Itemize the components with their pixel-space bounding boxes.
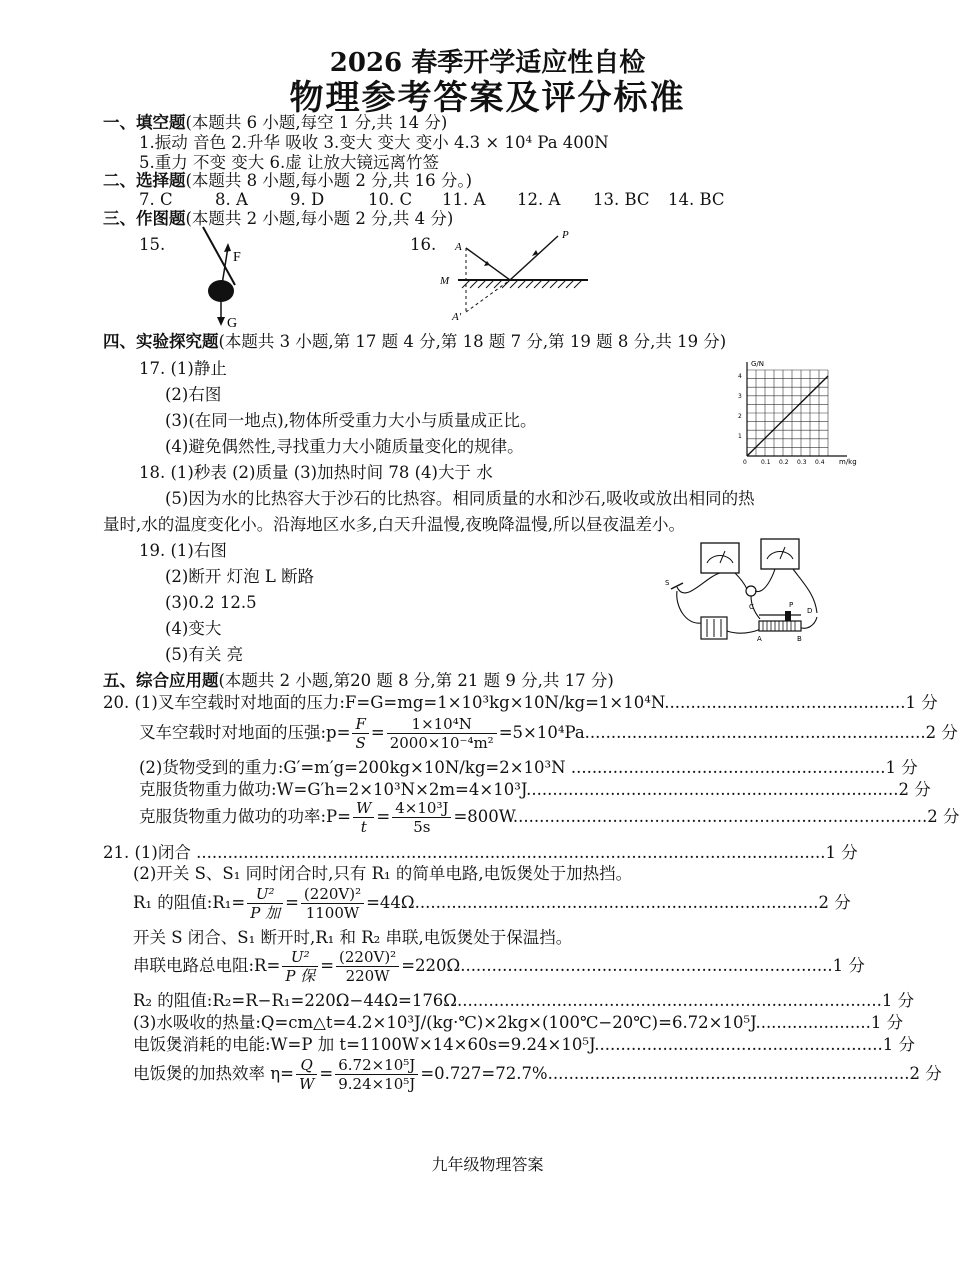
q21-line-4: 开关 S 闭合、S₁ 断开时,R₁ 和 R₂ 串联,电饭煲处于保温挡。 <box>133 928 573 947</box>
q17-line: (4)避免偶然性,寻找重力大小随质量变化的规律。 <box>165 437 524 456</box>
q21-l9-suffix: =0.727=72.7%.....................................................................2 分 <box>420 1064 942 1083</box>
q21-line-7: (3)水吸收的热量:Q=cm△t=4.2×10³J/(kg·℃)×2kg×(100℃−20℃)=6.72×10⁵J......................1 分 <box>133 1013 904 1032</box>
section-2-heading: 二、选择题 <box>103 171 186 190</box>
q21-line-5 <box>133 946 865 986</box>
frac-den: 9.24×10⁵J <box>338 1075 416 1093</box>
section-1-desc: (本题共 6 小题,每空 1 分,共 14 分) <box>185 113 448 132</box>
lamp <box>746 586 756 596</box>
frac-num: W <box>353 799 374 818</box>
subtitle: 2026 春季开学适应性自检 <box>329 48 646 78</box>
mirror-m-label: M <box>440 275 450 287</box>
q21-line-8: 电饭煲消耗的电能:W=P 加 t=1100W×14×60s=9.24×10⁵J.......................................................1 分 <box>133 1035 915 1054</box>
equals: = <box>319 1064 334 1083</box>
frac-num: (220V)² <box>301 885 364 904</box>
q19-line: (2)断开 灯泡 L 断路 <box>165 567 315 586</box>
mirror-hatching <box>462 280 582 288</box>
circuit-label-s: S <box>665 579 670 587</box>
force-f-label: F <box>233 250 241 265</box>
fraction-values <box>335 1056 418 1093</box>
graph-x-tick: 0.1 <box>761 459 771 466</box>
voltmeter <box>761 539 799 569</box>
figure-16-reflection-diagram <box>438 226 598 326</box>
choice-answer: 7. C <box>139 190 173 209</box>
q19-line: (5)有关 亮 <box>165 645 244 664</box>
q19-line: 19. (1)右图 <box>139 541 227 560</box>
circuit-label-a: A <box>757 635 762 643</box>
choice-answer: 14. BC <box>668 190 725 209</box>
frac-num: U² <box>282 948 318 967</box>
fraction-values <box>392 799 451 836</box>
graph-x-tick: 0.2 <box>779 459 789 466</box>
frac-den: P 加 <box>250 904 281 922</box>
section-3-header <box>103 208 453 230</box>
reflected-ray <box>510 236 558 280</box>
q20-l5-prefix: 克服货物重力做功的功率:P= <box>139 807 351 826</box>
section-4-header <box>103 331 726 353</box>
fraction-f-over-s <box>352 715 368 752</box>
graph-x-tick: 0.4 <box>815 459 825 466</box>
q21-line-2: (2)开关 S、S₁ 同时闭合时,只有 R₁ 的简单电路,电饭煲处于加热挡。 <box>133 864 633 883</box>
fraction-values <box>336 948 399 985</box>
q21-line-1: 21. (1)闭合 ........................................................................................................................1 分 <box>103 843 858 862</box>
circuit-label-d: D <box>807 607 813 615</box>
force-g-arrowhead <box>217 317 225 326</box>
graph-x-tick: 0.3 <box>797 459 807 466</box>
q21-line-6: R₂ 的阻值:R₂=R−R₁=220Ω−44Ω=176Ω.................................................................................1 分 <box>133 991 915 1010</box>
section-1-heading: 一、填空题 <box>103 113 186 132</box>
frac-den: 1100W <box>305 904 360 922</box>
graph-y-tick: 1 <box>738 433 742 440</box>
equals: = <box>320 956 335 975</box>
q21-l5-prefix: 串联电路总电阻:R= <box>133 956 281 975</box>
frac-den: t <box>360 818 367 836</box>
q18-line: 18. (1)秒表 (2)质量 (3)加热时间 78 (4)大于 水 <box>139 463 493 482</box>
frac-den: 220W <box>345 967 390 985</box>
graph-data-line <box>747 376 828 456</box>
image-a-prime-label: A′ <box>452 311 462 323</box>
frac-den: P 保 <box>285 967 316 985</box>
choice-answer: 12. A <box>517 190 561 209</box>
section-3-heading: 三、作图题 <box>103 209 186 228</box>
section-5-header <box>103 670 614 692</box>
fraction-w-over-t <box>353 799 374 836</box>
fraction-values <box>301 885 364 922</box>
q20-l2-suffix: =5×10⁴Pa.................................................................2 分 <box>498 723 958 742</box>
q20-line-2 <box>139 713 958 753</box>
q17-line: (2)右图 <box>165 385 222 404</box>
circuit-diagram <box>665 535 835 655</box>
fraction-values <box>387 715 497 752</box>
ammeter <box>701 543 739 573</box>
frac-den: 2000×10⁻⁴m² <box>389 734 494 752</box>
choice-answer: 11. A <box>442 190 486 209</box>
q21-l9-prefix: 电饭煲的加热效率 η= <box>133 1064 294 1083</box>
section-3-desc: (本题共 2 小题,每小题 2 分,共 4 分) <box>185 209 454 228</box>
section-4-desc: (本题共 3 小题,第 17 题 4 分,第 18 题 7 分,第 19 题 8 分,共 19 分) <box>218 332 727 351</box>
section-4-heading: 四、实验探究题 <box>103 332 219 351</box>
q20-line-5 <box>139 797 959 837</box>
frac-num: Q <box>296 1056 317 1075</box>
force-f-arrowhead <box>224 243 231 252</box>
page-title: 物理参考答案及评分标准 <box>289 78 686 118</box>
circuit-label-b: B <box>797 635 802 643</box>
frac-den: S <box>355 734 366 752</box>
choice-answer: 8. A <box>215 190 248 209</box>
rheostat-slider <box>785 611 791 621</box>
q21-line-9 <box>133 1054 942 1094</box>
circuit-label-c: C <box>749 603 754 611</box>
point-p-label: P <box>562 229 569 241</box>
frac-num: (220V)² <box>336 948 399 967</box>
fraction-u2-over-p <box>282 948 318 985</box>
q19-line: (4)变大 <box>165 619 222 638</box>
graph-x-label: m/kg <box>839 458 857 466</box>
fraction-u2-over-p <box>247 885 283 922</box>
q20-line-1: 20. (1)叉车空载时对地面的压力:F=G=mg=1×10³kg×10N/kg=1×10⁴N..............................................1 分 <box>103 693 938 712</box>
graph-y-label: G/N <box>751 360 765 368</box>
choice-answer: 9. D <box>290 190 325 209</box>
fraction-q-over-w <box>296 1056 317 1093</box>
frac-den: 5s <box>413 818 431 836</box>
point-a-label: A <box>455 241 462 253</box>
q16-label: 16. <box>410 235 437 254</box>
circuit-label-p: P <box>789 601 794 609</box>
frac-den: W <box>298 1075 315 1093</box>
q20-l5-suffix: =800W...............................................................................2 分 <box>453 807 960 826</box>
q19-line: (3)0.2 12.5 <box>165 593 257 612</box>
section-1-line-1: 1.振动 音色 2.升华 吸收 3.变大 变大 变小 4.3 × 10⁴ Pa 400N <box>139 133 609 152</box>
section-2-desc: (本题共 8 小题,每小题 2 分,共 16 分。) <box>185 171 473 190</box>
q20-l2-prefix: 叉车空载时对地面的压强:p= <box>139 723 351 742</box>
frac-num: 6.72×10⁵J <box>335 1056 418 1075</box>
q20-line-3: (2)货物受到的重力:G′=m′g=200kg×10N/kg=2×10³N ............................................................1 分 <box>139 758 918 777</box>
section-1-line-2: 5.重力 不变 变大 6.虚 让放大镜远离竹签 <box>139 153 439 172</box>
section-5-heading: 五、综合应用题 <box>103 671 219 690</box>
graph-y-tick: 2 <box>738 413 742 420</box>
q21-l3-suffix: =44Ω.............................................................................2 分 <box>366 893 851 912</box>
choice-answer: 10. C <box>368 190 413 209</box>
frac-num: 1×10⁴N <box>387 715 497 734</box>
q18-line: (5)因为水的比热容大于沙石的比热容。相同质量的水和沙石,吸收或放出相同的热 <box>165 489 755 508</box>
q20-line-4: 克服货物重力做功:W=G′h=2×10³N×2m=4×10³J.......................................................................2 分 <box>139 780 931 799</box>
equals: = <box>370 723 385 742</box>
figure-15-force-diagram <box>195 225 265 330</box>
g-m-graph <box>735 358 865 468</box>
graph-x-tick: 0 <box>743 459 747 466</box>
frac-num: 4×10³J <box>392 799 451 818</box>
frac-num: U² <box>247 885 283 904</box>
force-g-label: G <box>227 316 238 331</box>
frac-num: F <box>352 715 368 734</box>
q17-line: (3)(在同一地点),物体所受重力大小与质量成正比。 <box>165 411 537 430</box>
section-1-header <box>103 112 447 134</box>
graph-y-tick: 4 <box>738 373 742 380</box>
q21-l5-suffix: =220Ω.......................................................................1 分 <box>401 956 865 975</box>
incline-line <box>203 227 235 285</box>
q17-line: 17. (1)静止 <box>139 359 227 378</box>
equals: = <box>285 893 299 912</box>
page-footer: 九年级物理答案 <box>431 1155 544 1174</box>
graph-y-tick: 3 <box>738 393 742 400</box>
q21-line-3 <box>133 883 851 923</box>
q15-label: 15. <box>139 235 166 254</box>
equals: = <box>376 807 391 826</box>
q21-l3-prefix: R₁ 的阻值:R₁= <box>133 893 246 912</box>
section-5-desc: (本题共 2 小题,第20 题 8 分,第 21 题 9 分,共 17 分) <box>218 671 614 690</box>
choice-answer: 13. BC <box>593 190 650 209</box>
q18-line: 量时,水的温度变化小。沿海地区水多,白天升温慢,夜晚降温慢,所以昼夜温差小。 <box>103 515 685 534</box>
